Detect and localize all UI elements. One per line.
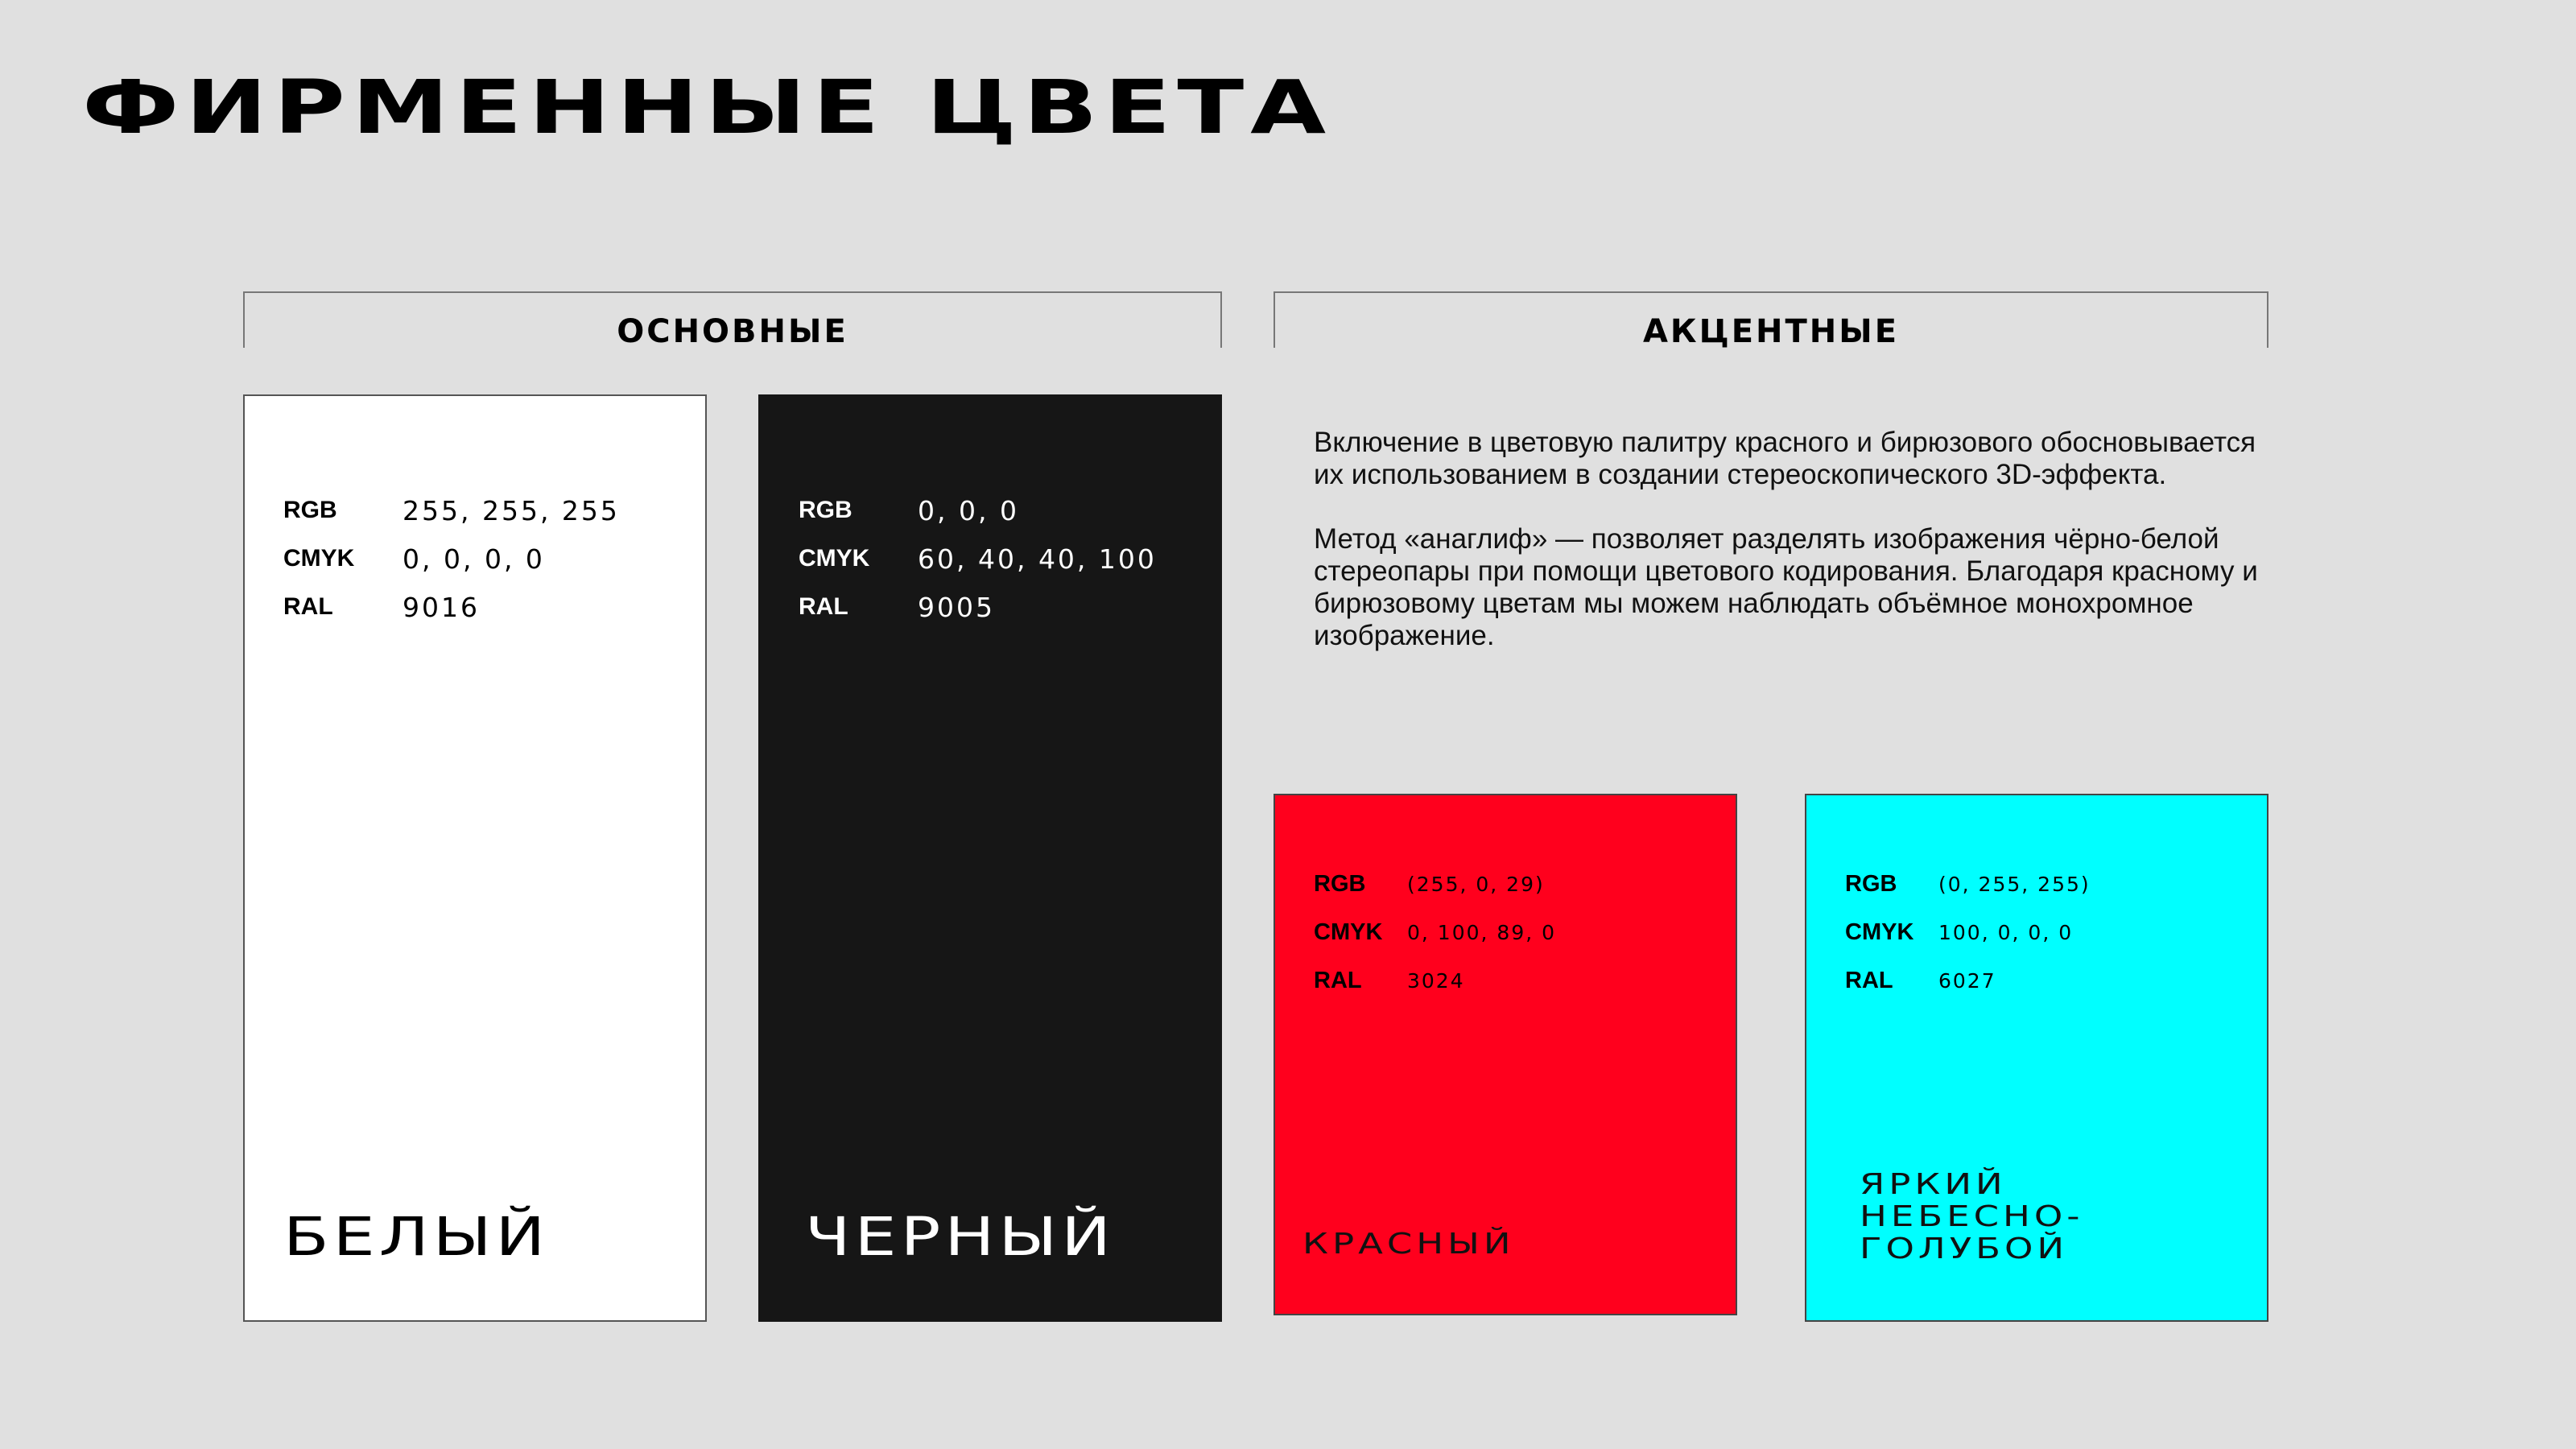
spec-key-rgb: RGB — [799, 497, 852, 523]
section-header-accent — [1274, 291, 2268, 348]
spec-key-ral: RAL — [799, 593, 848, 620]
color-card-red — [1274, 794, 1737, 1315]
spec-row-rgb — [1314, 860, 1556, 908]
spec-row-cmyk — [799, 535, 1157, 583]
spec-table — [1314, 860, 1556, 1005]
spec-row-cmyk — [1845, 908, 2091, 956]
page-title: ФИРМЕННЫЕ ЦВЕТА — [82, 64, 1333, 151]
section-header-primary — [243, 291, 1222, 348]
spec-key-cmyk: CMYK — [799, 545, 870, 572]
color-name-line-3: ГОЛУБОЙ — [1860, 1232, 2069, 1265]
spec-value-cmyk: 100, 0, 0, 0 — [1938, 920, 2074, 944]
spec-row-ral — [283, 583, 620, 631]
color-card-cyan — [1805, 794, 2268, 1322]
description-paragraph-1: Включение в цветовую палитру красного и бирюзового обосновывается их использованием в создании стереоскопического 3D-эффекта. — [1314, 427, 2256, 490]
spec-key-cmyk: CMYK — [1845, 919, 1914, 945]
spec-row-ral — [799, 583, 1157, 631]
spec-key-ral: RAL — [283, 593, 333, 620]
spec-row-cmyk — [283, 535, 620, 583]
color-name: ЧЕРНЫЙ — [805, 1206, 1115, 1268]
spec-table — [799, 486, 1157, 631]
spec-value-ral: 9005 — [918, 591, 995, 623]
spec-key-ral: RAL — [1314, 967, 1362, 993]
color-name-line-2: НЕБЕСНО- — [1860, 1200, 2084, 1233]
spec-row-ral — [1314, 956, 1556, 1005]
color-name: КРАСНЫЙ — [1302, 1228, 1515, 1261]
spec-value-rgb: (0, 255, 255) — [1938, 872, 2091, 896]
spec-value-cmyk: 60, 40, 40, 100 — [918, 543, 1157, 575]
spec-row-cmyk — [1314, 908, 1556, 956]
spec-key-ral: RAL — [1845, 967, 1893, 993]
description-paragraph-2: Метод «анаглиф» — позволяет разделять изображения чёрно-белой стереопары при помощи цветового кодирования. Благодаря красному и бирюзовому цветам мы можем наблюдать объёмное монохромное изображение. — [1314, 523, 2258, 651]
spec-value-ral: 9016 — [402, 591, 480, 623]
color-card-black — [758, 394, 1222, 1322]
section-label-accent: АКЦЕНТНЫЕ — [1642, 313, 1900, 350]
spec-key-rgb: RGB — [1314, 870, 1366, 897]
spec-value-rgb: (255, 0, 29) — [1407, 872, 1545, 896]
accent-description — [1314, 427, 2280, 684]
spec-key-rgb: RGB — [1845, 870, 1897, 897]
spec-key-rgb: RGB — [283, 497, 337, 523]
spec-value-rgb: 255, 255, 255 — [402, 494, 620, 526]
spec-value-rgb: 0, 0, 0 — [918, 494, 1019, 526]
spec-value-ral: 3024 — [1407, 968, 1465, 993]
spec-value-cmyk: 0, 100, 89, 0 — [1407, 920, 1557, 944]
spec-key-cmyk: CMYK — [1314, 919, 1383, 945]
spec-row-rgb — [283, 486, 620, 535]
color-name — [1860, 1168, 2084, 1265]
spec-row-ral — [1845, 956, 2091, 1005]
spec-value-cmyk: 0, 0, 0, 0 — [402, 543, 545, 575]
section-label-primary: ОСНОВНЫЕ — [617, 313, 848, 350]
spec-table — [283, 486, 620, 631]
spec-row-rgb — [799, 486, 1157, 535]
spec-value-ral: 6027 — [1938, 968, 1996, 993]
color-name: БЕЛЫЙ — [283, 1206, 550, 1268]
spec-key-cmyk: CMYK — [283, 545, 355, 572]
color-name-line-1: ЯРКИЙ — [1860, 1168, 2007, 1201]
spec-table — [1845, 860, 2091, 1005]
color-card-white — [243, 394, 707, 1322]
spec-row-rgb — [1845, 860, 2091, 908]
